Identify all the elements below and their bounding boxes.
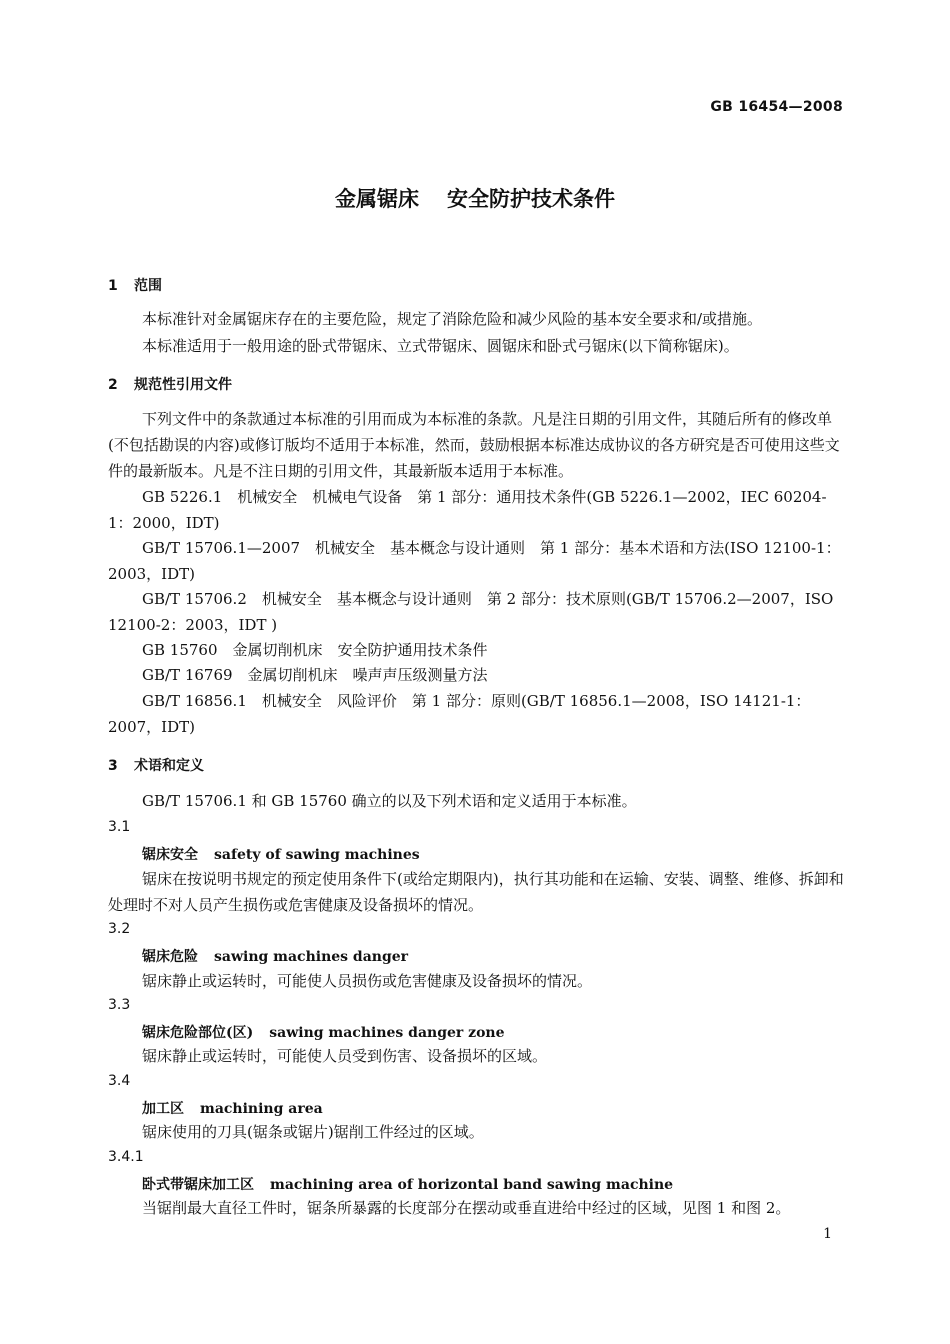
page-number: 1	[823, 1226, 832, 1242]
title-part2: 安全防护技术条件	[447, 187, 615, 211]
section-3-heading: 3 术语和定义	[108, 758, 204, 774]
normative-ref-3: GB/T 15706.2 机械安全 基本概念与设计通则 第 2 部分：技术原则(GB/T 15706.2—2007，ISO 12100-2：2003，IDT )	[108, 590, 834, 634]
term-3-2-number: 3.2	[108, 921, 131, 937]
section-1-heading: 1 范围	[108, 278, 162, 294]
normative-ref-4: GB 15760 金属切削机床 安全防护通用技术条件	[142, 641, 488, 659]
normative-ref-1: GB 5226.1 机械安全 机械电气设备 第 1 部分：通用技术条件(GB 5226.1—2002，IEC 60204-1：2000，IDT)	[108, 488, 827, 532]
normative-ref-2: GB/T 15706.1—2007 机械安全 基本概念与设计通则 第 1 部分：基本术语和方法(ISO 12100-1：2003，IDT)	[108, 539, 841, 583]
term-3-3-title: 锯床危险部位(区) sawing machines danger zone	[142, 1025, 505, 1041]
normative-ref-5: GB/T 16769 金属切削机床 噪声声压级测量方法	[142, 666, 488, 684]
normative-intro: 下列文件中的条款通过本标准的引用而成为本标准的条款。凡是注日期的引用文件，其随后所有的修改单(不包括勘误的内容)或修订版均不适用于本标准，然而，鼓励根据本标准达成协议的各方研究是否可使用这些文件的最新版本。凡是不注日期的引用文件，其最新版本适用于本标准。	[108, 410, 840, 480]
term-3-4-1-title: 卧式带锯床加工区 machining area of horizontal band sawing machine	[142, 1177, 674, 1193]
section-2-heading: 2 规范性引用文件	[108, 377, 232, 393]
term-3-4-1-definition: 当锯削最大直径工件时，锯条所暴露的长度部分在摆动或垂直进给中经过的区域，见图 1 和图 2。	[142, 1199, 791, 1217]
terms-intro: GB/T 15706.1 和 GB 15760 确立的以及下列术语和定义适用于本标准。	[142, 792, 637, 810]
term-3-2-title: 锯床危险 sawing machines danger	[142, 949, 409, 965]
term-3-1-title: 锯床安全 safety of sawing machines	[142, 847, 420, 863]
document-title	[0, 183, 950, 213]
term-3-1-number: 3.1	[108, 819, 131, 835]
term-3-2-definition: 锯床静止或运转时，可能使人员损伤或危害健康及设备损坏的情况。	[142, 972, 593, 990]
term-3-1-definition: 锯床在按说明书规定的预定使用条件下(或给定期限内)，执行其功能和在运输、安装、调整、维修、拆卸和处理时不对人员产生损伤或危害健康及设备损坏的情况。	[108, 870, 844, 914]
term-3-3-number: 3.3	[108, 997, 131, 1013]
term-3-4-definition: 锯床使用的刀具(锯条或锯片)锯削工件经过的区域。	[142, 1123, 484, 1141]
title-part1: 金属锯床	[335, 187, 419, 211]
standard-code: GB 16454—2008	[710, 99, 843, 115]
normative-ref-6: GB/T 16856.1 机械安全 风险评价 第 1 部分：原则(GB/T 16856.1—2008，ISO 14121-1：2007，IDT)	[108, 692, 811, 736]
term-3-4-1-number: 3.4.1	[108, 1149, 144, 1165]
scope-paragraph-2: 本标准适用于一般用途的卧式带锯床、立式带锯床、圆锯床和卧式弓锯床(以下简称锯床)。	[142, 337, 739, 355]
term-3-4-number: 3.4	[108, 1073, 131, 1089]
term-3-3-definition: 锯床静止或运转时，可能使人员受到伤害、设备损坏的区域。	[142, 1047, 548, 1065]
term-3-4-title: 加工区 machining area	[142, 1101, 323, 1117]
scope-paragraph-1: 本标准针对金属锯床存在的主要危险，规定了消除危险和减少风险的基本安全要求和/或措施。	[142, 310, 763, 328]
